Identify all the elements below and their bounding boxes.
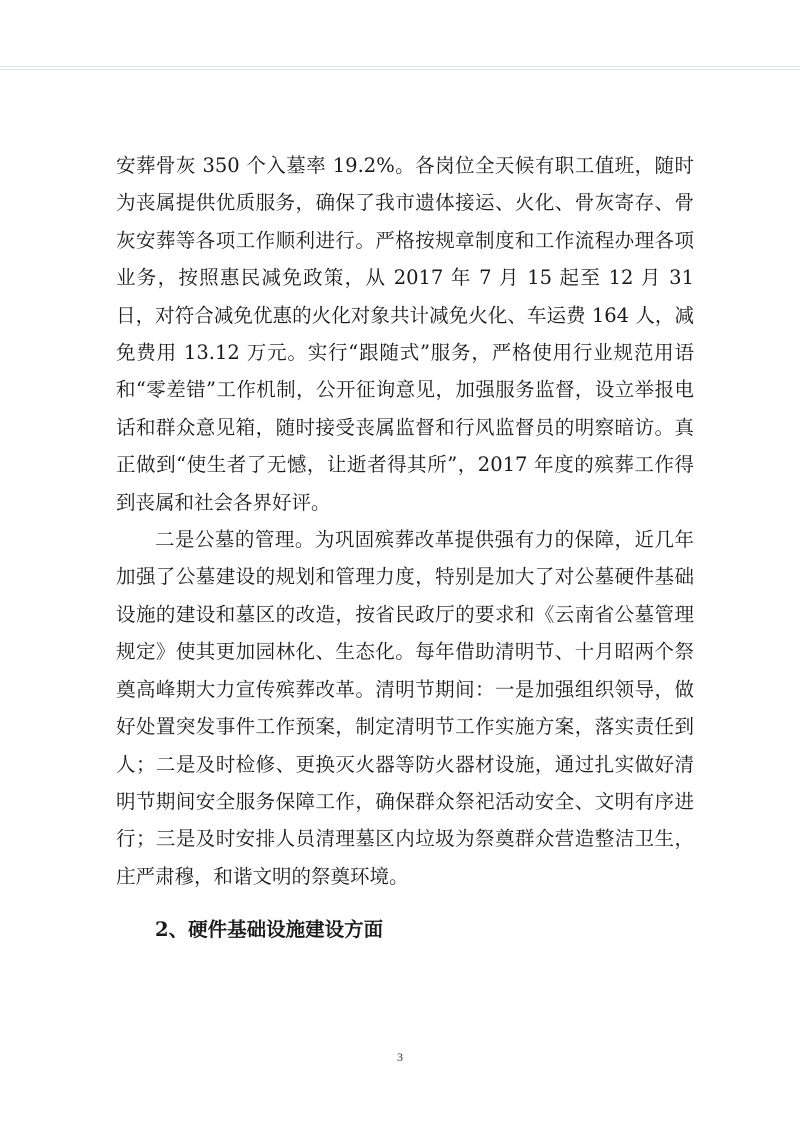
section-heading: 2、硬件基础设施建设方面 <box>155 918 384 942</box>
paragraph-cemetery-management: 二是公墓的管理。为巩固殡葬改革提供强有力的保障，近几年加强了公墓建设的规划和管理力度，特别是加大了对公墓硬件基础设施的建设和墓区的改造，按省民政厅的要求和《云南省公墓管理规定》使其更加园林化、生态化。每年借助清明节、十月昭两个祭奠高峰期大力宣传殡葬改革。清明节期间：一是加强组织领导，做好处置突发事件工作预案，制定清明节工作实施方案，落实责任到人；二是及时检修、更换灭火器等防火器材设施，通过扎实做好清明节期间安全服务保障工作，确保群众祭祀活动安全、文明有序进行；三是及时安排人员清理墓区内垃圾为祭奠群众营造整洁卫生，庄严肃穆，和谐文明的祭奠环境。 <box>116 528 694 888</box>
page-number: 3 <box>397 1050 403 1064</box>
document-body <box>116 147 694 949</box>
scan-line-top <box>0 66 800 67</box>
paragraph-continuation: 安葬骨灰 350 个入墓率 19.2%。各岗位全天候有职工值班，随时为丧属提供优质服务，确保了我市遗体接运、火化、骨灰寄存、骨灰安葬等各项工作顺利进行。严格按规章制度和工作流程办理各项业务，按照惠民减免政策，从 2017 年 7 月 15 起至 12 月 31 日，对符合减免优惠的火化对象共计减免火化、车运费 164 人，减免费用 13.12 万元。实行“跟随式”服务，严格使用行业规范用语和“零差错”工作机制，公开征询意见，加强服务监督，设立举报电话和群众意见箱，随时接受丧属监督和行风监督员的明察暗访。真正做到“使生者了无憾，让逝者得其所”，2017 年度的殡葬工作得到丧属和社会各界好评。 <box>116 154 694 514</box>
scan-line-top-2 <box>0 69 800 70</box>
